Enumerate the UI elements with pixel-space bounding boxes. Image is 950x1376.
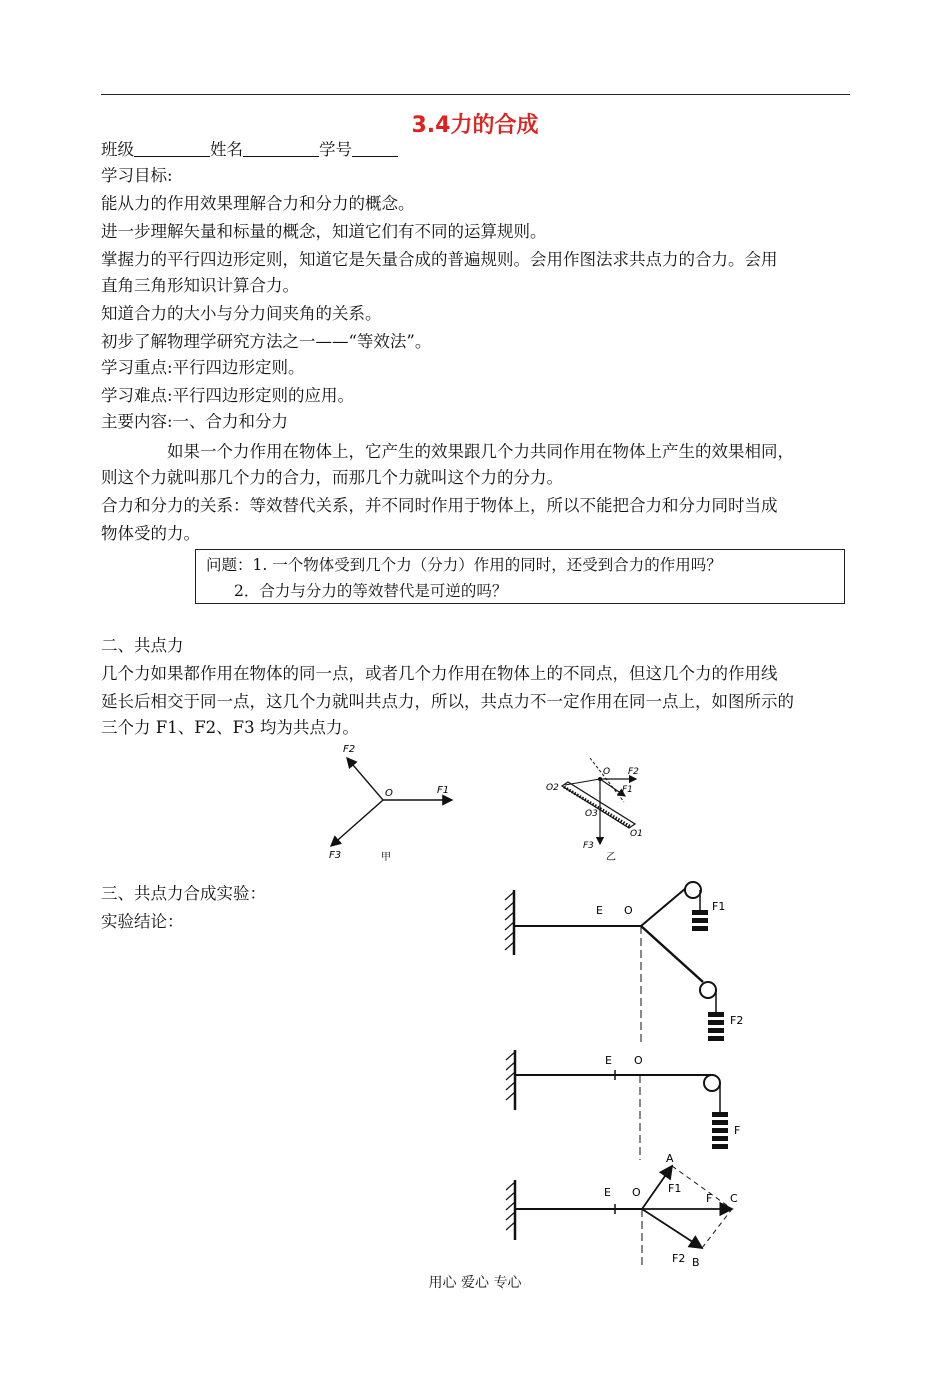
section2-line: 三个力 F1、F2、F3 均为共点力。 [101,718,359,737]
exp2-pulley [704,1075,720,1091]
experiment-figure-1 [500,870,770,1050]
difficulty: 学习难点:平行四边形定则的应用。 [101,386,355,405]
yi-label-o1: O1 [630,829,643,839]
exp2-label-o: O [634,1054,643,1067]
objectives-label: 学习目标: [101,166,173,185]
yi-label-f1: F1 [622,785,633,795]
objective-item: 进一步理解矢量和标量的概念，知道它们有不同的运算规则。 [101,222,547,241]
paragraph-line: 如果一个力作用在物体上，它产生的效果跟几个力共同作用在物体上产生的效果相同， [167,442,794,461]
objective-item: 能从力的作用效果理解合力和分力的概念。 [101,194,415,213]
question-1: 问题：1. 一个物体受到几个力（分力）作用的同时，还受到合力的作用吗？ [206,556,722,574]
exp2-label-f: F [734,1124,741,1137]
exp1-string-2 [641,926,703,982]
exp1-label-f1: F1 [712,900,726,913]
section2-line: 几个力如果都作用在物体的同一点，或者几个力作用在物体上的不同点，但这几个力的作用线 [101,664,778,683]
jia-f3-arrow [331,800,383,846]
section3-title: 三、共点力合成实验： [101,884,266,903]
experiment-figure-2 [500,1040,770,1165]
objective-item: 知道合力的大小与分力间夹角的关系。 [101,304,382,323]
yi-caption: 乙 [606,852,616,863]
key-point: 学习重点:平行四边形定则。 [101,358,305,377]
paragraph-line: 物体受的力。 [101,524,200,543]
exp1-string-1 [641,888,686,926]
figure-jia [315,738,465,863]
header-rule [101,94,850,95]
objective-item: 直角三角形知识计算合力。 [101,276,299,295]
number-blank[interactable] [352,140,398,157]
page-title: 3.4力的合成 [411,113,539,138]
yi-label-o3: O3 [585,809,598,819]
exp2-label-e: E [605,1054,612,1067]
exp1-pulley-2 [700,982,716,998]
exp3-label-f2: F2 [672,1252,686,1265]
yi-label-o2: O2 [546,783,559,793]
exp1-pulley-1 [685,882,701,898]
jia-caption: 甲 [381,852,391,863]
number-label: 学号 [319,140,352,159]
exp3-label-e: E [604,1186,611,1199]
yi-label-o: O [603,767,611,777]
yi-label-f2: F2 [628,767,639,777]
exp1-label-e: E [596,904,603,917]
exp3-label-a: A [666,1152,674,1165]
class-label: 班级 [101,140,134,159]
paragraph-line: 合力和分力的关系：等效替代关系，并不同时作用于物体上，所以不能把合力和分力同时当成 [101,496,778,515]
name-label: 姓名 [210,140,243,159]
page-footer: 用心 爱心 专心 [428,1275,522,1291]
objective-item: 初步了解物理学研究方法之一——“等效法”。 [101,332,432,351]
yi-label-f3: F3 [583,841,594,851]
exp3-label-o: O [632,1186,641,1199]
jia-label-f1: F1 [437,785,450,796]
objective-item: 掌握力的平行四边形定则，知道它是矢量合成的普遍规则。会用作图法求共点力的合力。会用 [101,250,778,269]
exp3-f2-arrow [642,1209,702,1248]
header-fields [101,138,398,162]
class-blank[interactable] [134,140,210,157]
exp1-label-o: O [624,904,633,917]
question-box [195,549,845,604]
exp1-label-f2: F2 [730,1014,744,1027]
exp3-label-f1: F1 [668,1182,682,1195]
jia-label-f3: F3 [329,850,342,861]
jia-f2-arrow [347,758,383,800]
jia-label-o: O [385,788,393,799]
paragraph-line: 则这个力就叫那几个力的合力，而那几个力就叫这个力的分力。 [101,468,563,487]
experiment-figure-3 [500,1150,770,1270]
exp3-label-c: C [730,1192,738,1205]
section2-title: 二、共点力 [101,636,184,655]
section2-line: 延长后相交于同一点，这几个力就叫共点力，所以，共点力不一定作用在同一点上，如图所示的 [101,692,794,711]
jia-label-f2: F2 [343,744,356,755]
conclusion-label: 实验结论： [101,912,184,931]
exp3-label-b: B [692,1256,700,1269]
question-2: 2．合力与分力的等效替代是可逆的吗？ [234,582,508,600]
figure-yi [540,752,660,867]
yi-string [565,779,600,785]
exp3-label-f: F [706,1192,713,1205]
name-blank[interactable] [243,140,319,157]
main-content-heading: 主要内容:一、合力和分力 [101,412,289,431]
